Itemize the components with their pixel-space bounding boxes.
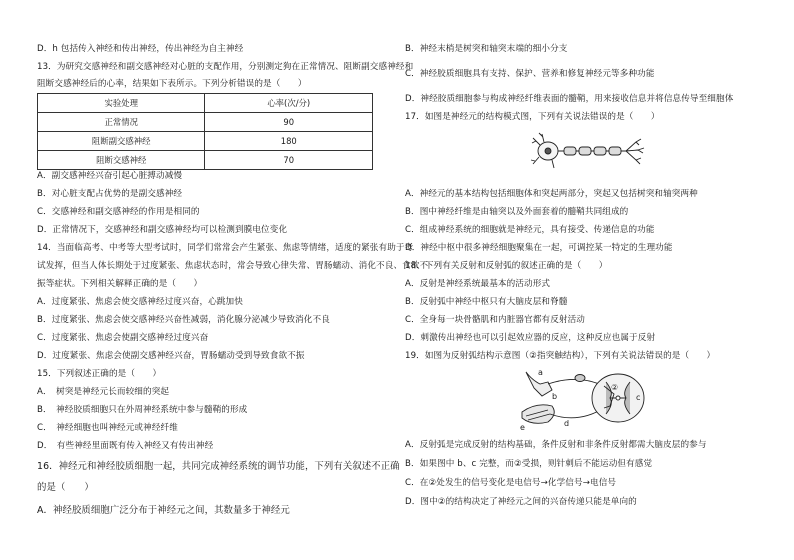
q16-option-c: C．神经胶质细胞具有支持、保护、营养和修复神经元等多种功能: [405, 69, 655, 79]
q18-option-a: A．反射是神经系统最基本的活动形式: [405, 279, 551, 289]
heart-rate-table: [37, 93, 373, 170]
q19-option-b: B．如果图中 b、c 完整，而②受损，则针刺后不能运动但有感觉: [405, 459, 653, 469]
q15-option-a: A． 树突是神经元长而较细的突起: [37, 387, 170, 397]
q13-option-a: A．副交感神经兴奋引起心脏搏动减慢: [37, 171, 183, 181]
table-row: [38, 151, 373, 170]
q13-option-c: C．交感神经和副交感神经的作用是相同的: [37, 207, 200, 217]
q19-option-a: A．反射弧是完成反射的结构基础，条件反射和非条件反射都需大脑皮层的参与: [405, 440, 707, 450]
figure-label-b: b: [552, 392, 558, 401]
table-cell: 70: [205, 151, 373, 170]
neuron-diagram: [530, 130, 650, 172]
q15-option-b: B． 神经胶质细胞只在外周神经系统中参与髓鞘的形成: [37, 405, 248, 415]
table-cell: 正常情况: [38, 113, 205, 132]
table-cell: 阻断交感神经: [38, 151, 205, 170]
q13-option-b: B．对心脏支配占优势的是副交感神经: [37, 189, 183, 199]
q15-option-c: C． 神经细胞也叫神经元或神经纤维: [37, 423, 178, 433]
q17-stem: 17．如图是神经元的结构模式图，下列有关说法错误的是（ ）: [405, 112, 660, 122]
q14-option-b: B．过度紧张、焦虑会使交感神经兴奋性减弱，消化腺分泌减少导致消化不良: [37, 315, 330, 325]
q18-option-b: B．反射弧中神经中枢只有大脑皮层和脊髓: [405, 297, 568, 307]
q13-stem-line-1: 13．为研究交感神经和副交感神经对心脏的支配作用，分别测定狗在正常情况、阻断副交感神经和: [37, 62, 414, 72]
table-cell: 阻断副交感神经: [38, 132, 205, 151]
q15-stem: 15．下列叙述正确的是（ ）: [37, 369, 162, 379]
q14-option-d: D．过度紧张、焦虑会使副交感神经兴奋，胃肠蠕动受到导致食欲不振: [37, 351, 305, 361]
q14-option-c: C．过度紧张、焦虑会使副交感神经过度兴奋: [37, 333, 209, 343]
table-cell: 180: [205, 132, 373, 151]
q16-option-a: A．神经胶质细胞广泛分布于神经元之间，其数量多于神经元: [37, 505, 290, 516]
table-header-cell: 心率(次/分): [205, 94, 373, 113]
q19-stem: 19．如图为反射弧结构示意图（②指突触结构），下列有关说法错误的是（ ）: [405, 351, 716, 361]
q18-option-d: D．刺激传出神经也可以引起效应器的反应，这种反应也属于反射: [405, 333, 656, 343]
q17-option-d: D．神经中枢中很多神经细胞聚集在一起，可调控某一特定的生理功能: [405, 243, 673, 253]
table-cell: 90: [205, 113, 373, 132]
q13-option-d: D．正常情况下，交感神经和副交感神经均可以检测到膜电位变化: [37, 225, 288, 235]
q14-stem-line-2: 试发挥，但当人体长期处于过度紧张、焦虑状态时，常会导致心律失常、胃肠蠕动、消化不良、食欲不: [37, 261, 429, 271]
q12-option-d: D．h 包括传入神经和传出神经，传出神经为自主神经: [37, 44, 244, 54]
figure-label-e: e: [520, 423, 525, 432]
q17-option-c: C．组成神经系统的细胞就是神经元，具有接受、传递信息的功能: [405, 225, 655, 235]
q14-stem-line-1: 14．当面临高考、中考等大型考试时，同学们常常会产生紧张、焦虑等情绪，适度的紧张有助于考: [37, 243, 414, 253]
table-row: [38, 113, 373, 132]
table-header-row: [38, 94, 373, 113]
q17-option-b: B．图中神经纤维是由轴突以及外面套着的髓鞘共同组成的: [405, 207, 629, 217]
q14-stem-line-3: 振等症状。下列相关解释正确的是（ ）: [37, 279, 203, 289]
q18-stem: 18．下列有关反射和反射弧的叙述正确的是（ ）: [405, 261, 608, 271]
q18-option-c: C．全身每一块骨骼肌和内脏器官都有反射活动: [405, 315, 585, 325]
q13-stem-line-2: 阻断交感神经后的心率，结果如下表所示。下列分析错误的是（ ）: [37, 79, 307, 89]
q19-option-c: C．在②处发生的信号变化是电信号→化学信号→电信号: [405, 478, 617, 488]
q15-option-d: D． 有些神经里面既有传入神经又有传出神经: [37, 441, 214, 451]
q16-stem-line-2: 的是（ ）: [37, 482, 94, 493]
figure-label-d: d: [564, 419, 570, 428]
q16-option-b: B．神经末梢是树突和轴突末端的细小分支: [405, 44, 568, 54]
q16-stem-line-1: 16．神经元和神经胶质细胞一起，共同完成神经系统的调节功能，下列有关叙述不正确: [37, 461, 400, 472]
table-row: [38, 132, 373, 151]
table-header-cell: 实验处理: [38, 94, 205, 113]
q16-option-d: D．神经胶质细胞参与构成神经纤维表面的髓鞘，用来接收信息并将信息传导至细胞体: [405, 94, 734, 104]
figure-label-synapse: ②: [611, 383, 619, 392]
q14-option-a: A．过度紧张、焦虑会使交感神经过度兴奋，心跳加快: [37, 297, 243, 307]
reflex-arc-diagram: [518, 366, 658, 434]
q19-option-d: D．图中②的结构决定了神经元之间的兴奋传递只能是单向的: [405, 497, 637, 507]
q17-option-a: A．神经元的基本结构包括细胞体和突起两部分，突起又包括树突和轴突两种: [405, 189, 698, 199]
figure-label-a: a: [538, 368, 543, 377]
figure-label-c: c: [636, 393, 641, 402]
